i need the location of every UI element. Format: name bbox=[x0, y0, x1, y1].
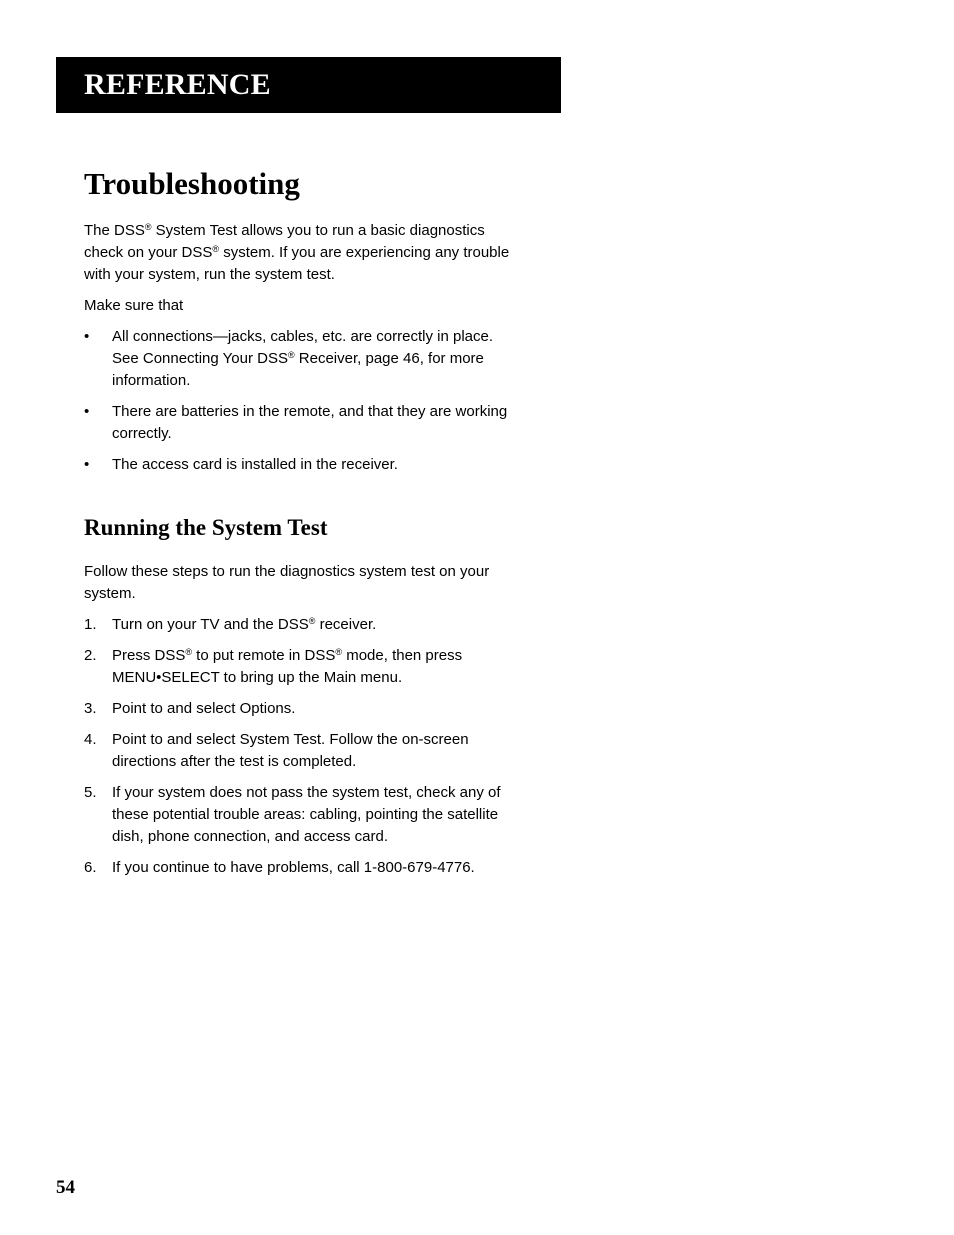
page-number: 54 bbox=[56, 1177, 75, 1198]
step-number: 1. bbox=[84, 616, 97, 633]
step-item: 6. If you continue to have problems, call 1-800-679-4776. bbox=[84, 857, 564, 879]
intro-paragraph: The DSS® System Test allows you to run a basic diagnostics check on your DSS® system. If you are experiencing any trouble with your system, run the system test. bbox=[84, 222, 510, 283]
step-item: 3. Point to and select Options. bbox=[84, 698, 564, 720]
bullet-item: • The access card is installed in the receiver. bbox=[84, 454, 564, 476]
step-number: 5. bbox=[84, 784, 97, 801]
bullet-item: • There are batteries in the remote, and that they are working correctly. bbox=[84, 403, 508, 442]
step-item: 2. Press DSS® to put remote in DSS® mode, then press MENU•SELECT to bring up the Main menu. bbox=[84, 647, 463, 686]
bullet-marker: • bbox=[84, 403, 90, 420]
section-banner-title: REFERENCE bbox=[84, 68, 271, 101]
make-sure-text: Make sure that bbox=[84, 297, 184, 314]
bullet-marker: • bbox=[84, 328, 90, 345]
step-number: 2. bbox=[84, 647, 97, 664]
section-intro: Follow these steps to run the diagnostics system test on your system. bbox=[84, 563, 490, 602]
step-item: 5. If your system does not pass the system test, check any of these potential trouble areas: cabling, pointing the satellite dish, phone connection, and access card. bbox=[84, 784, 501, 845]
step-number: 3. bbox=[84, 700, 97, 717]
step-number: 6. bbox=[84, 859, 97, 876]
page-title: Troubleshooting bbox=[84, 166, 300, 201]
step-item: 4. Point to and select System Test. Follow the on-screen directions after the test is completed. bbox=[84, 731, 469, 770]
step-number: 4. bbox=[84, 731, 97, 748]
bullet-marker: • bbox=[84, 456, 90, 473]
section-title: Running the System Test bbox=[84, 515, 328, 540]
bullet-item: • All connections—jacks, cables, etc. are correctly in place. See Connecting Your DSS® Receiver, page 46, for more information. bbox=[84, 328, 493, 389]
step-item: 1. Turn on your TV and the DSS® receiver. bbox=[84, 614, 564, 636]
section-banner bbox=[56, 57, 561, 113]
